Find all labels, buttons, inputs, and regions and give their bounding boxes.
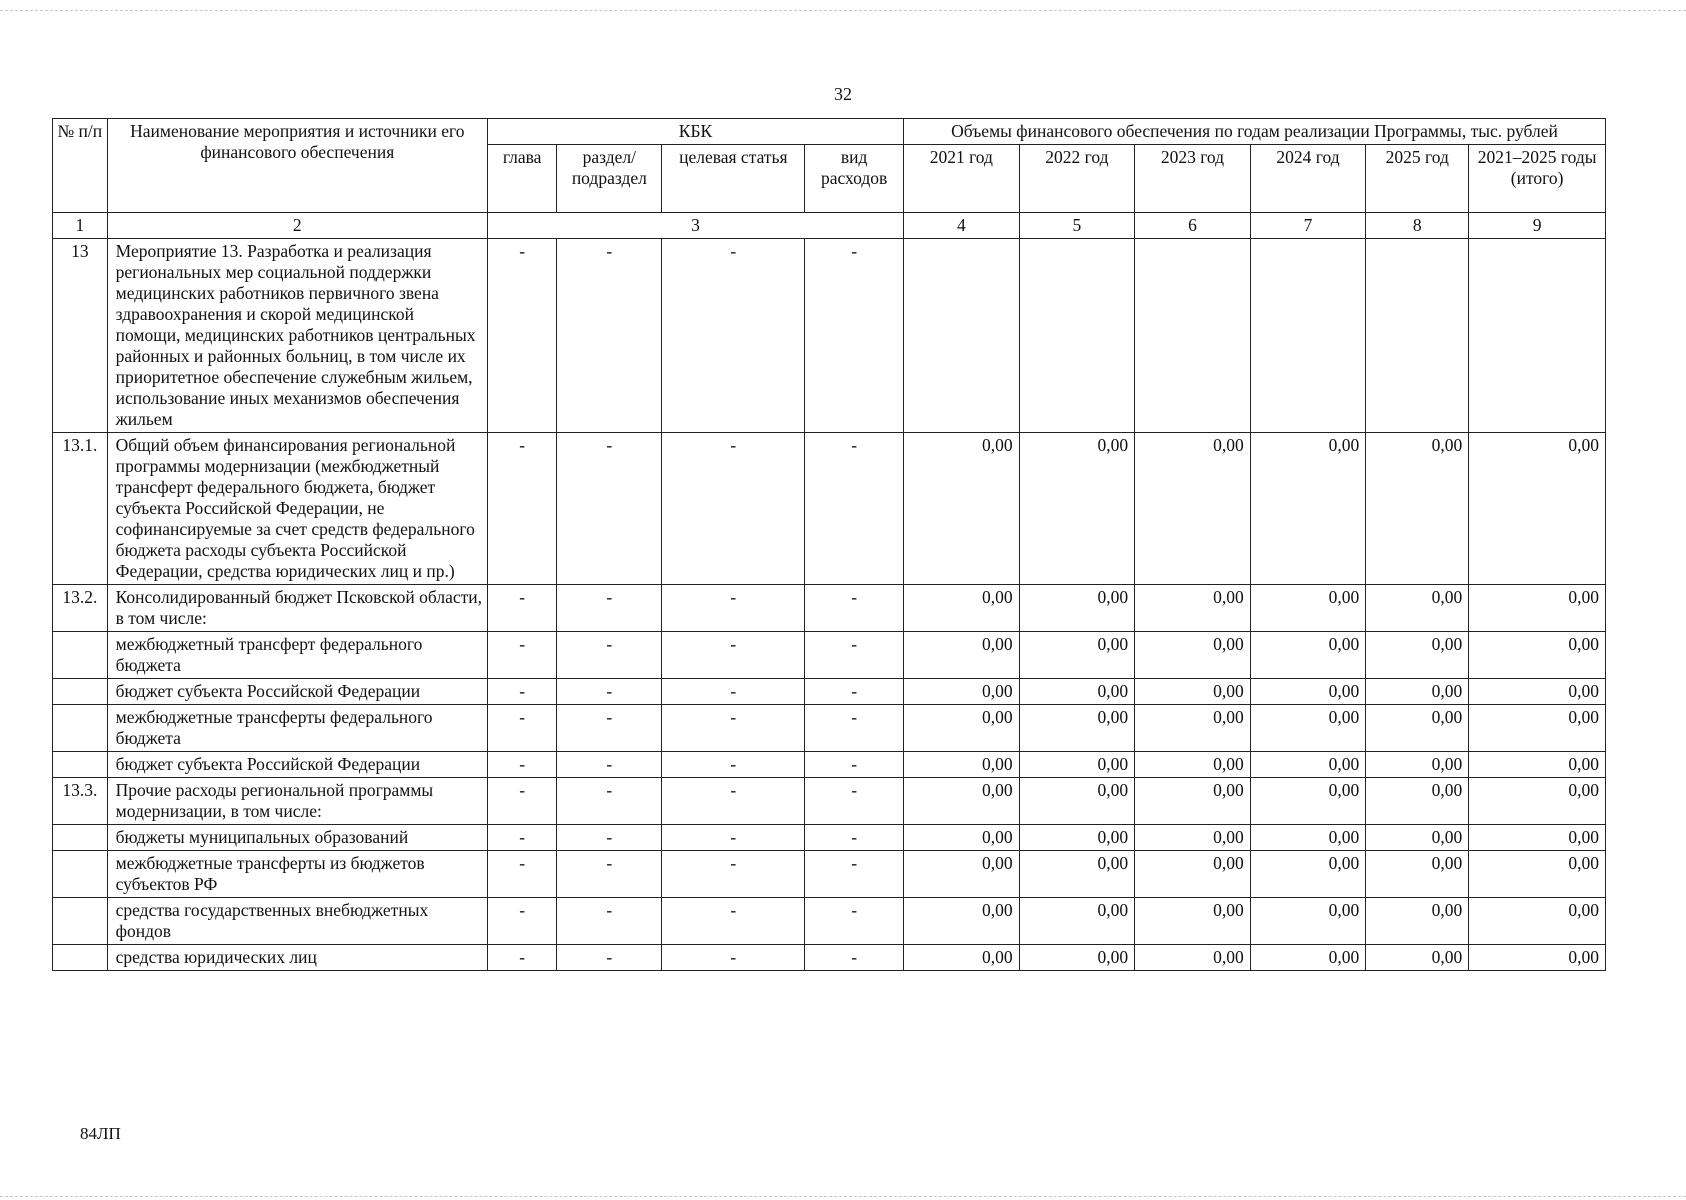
value-2022: 0,00 — [1019, 433, 1135, 585]
kbk-glava: - — [487, 705, 556, 752]
kbk-razdel: - — [557, 705, 662, 752]
value-2025: 0,00 — [1366, 898, 1469, 945]
value-2025: 0,00 — [1366, 705, 1469, 752]
value-2025: 0,00 — [1366, 851, 1469, 898]
header-row-1 — [53, 119, 1606, 145]
kbk-celevaya: - — [662, 945, 805, 971]
value-2024: 0,00 — [1250, 825, 1366, 851]
kbk-glava: - — [487, 945, 556, 971]
value-2021: 0,00 — [904, 679, 1020, 705]
value-2025 — [1366, 239, 1469, 433]
value-2023: 0,00 — [1135, 632, 1251, 679]
value-2023: 0,00 — [1135, 898, 1251, 945]
header-2021: 2021 год — [904, 145, 1020, 213]
col-number: 7 — [1250, 213, 1366, 239]
header-razdel: раздел/ подраздел — [557, 145, 662, 213]
kbk-glava: - — [487, 239, 556, 433]
header-name: Наименование мероприятия и источники его финансового обеспечения — [107, 119, 487, 213]
row-name: бюджет субъекта Российской Федерации — [107, 679, 487, 705]
value-2021: 0,00 — [904, 632, 1020, 679]
value-2023: 0,00 — [1135, 752, 1251, 778]
value-2025: 0,00 — [1366, 679, 1469, 705]
value-2021: 0,00 — [904, 898, 1020, 945]
kbk-celevaya: - — [662, 898, 805, 945]
value-total: 0,00 — [1469, 898, 1606, 945]
kbk-razdel: - — [557, 945, 662, 971]
value-total: 0,00 — [1469, 585, 1606, 632]
value-2022: 0,00 — [1019, 585, 1135, 632]
row-name: бюджет субъекта Российской Федерации — [107, 752, 487, 778]
col-number: 6 — [1135, 213, 1251, 239]
value-2024: 0,00 — [1250, 433, 1366, 585]
kbk-razdel: - — [557, 752, 662, 778]
row-number: 13.2. — [53, 585, 108, 632]
value-2021: 0,00 — [904, 825, 1020, 851]
header-vid: вид расходов — [805, 145, 904, 213]
value-2025: 0,00 — [1366, 433, 1469, 585]
value-total: 0,00 — [1469, 679, 1606, 705]
value-2024: 0,00 — [1250, 705, 1366, 752]
row-name: Общий объем финансирования региональной программы модернизации (межбюджетный трансферт федерального бюджета, бюджет субъекта Российской Федерации, не софинансируемые за счет средств федерального бюджета расходы субъекта Российской Федерации, средства юридических лиц и пр.) — [107, 433, 487, 585]
kbk-celevaya: - — [662, 778, 805, 825]
col-number: 4 — [904, 213, 1020, 239]
value-total: 0,00 — [1469, 851, 1606, 898]
row-number — [53, 705, 108, 752]
table-body — [53, 239, 1606, 971]
kbk-celevaya: - — [662, 239, 805, 433]
row-name: межбюджетный трансферт федерального бюджета — [107, 632, 487, 679]
table-row — [53, 945, 1606, 971]
value-2022: 0,00 — [1019, 679, 1135, 705]
kbk-razdel: - — [557, 632, 662, 679]
value-2022 — [1019, 239, 1135, 433]
document-code: 84ЛП — [80, 1124, 121, 1143]
kbk-glava: - — [487, 851, 556, 898]
col-number: 2 — [107, 213, 487, 239]
value-2024: 0,00 — [1250, 679, 1366, 705]
value-2021: 0,00 — [904, 752, 1020, 778]
value-2024: 0,00 — [1250, 632, 1366, 679]
value-2024: 0,00 — [1250, 778, 1366, 825]
value-2021: 0,00 — [904, 945, 1020, 971]
value-2023: 0,00 — [1135, 825, 1251, 851]
value-total: 0,00 — [1469, 945, 1606, 971]
header-glava: глава — [487, 145, 556, 213]
kbk-vid: - — [805, 433, 904, 585]
column-number-row — [53, 213, 1606, 239]
value-2022: 0,00 — [1019, 945, 1135, 971]
value-2025: 0,00 — [1366, 585, 1469, 632]
value-2024: 0,00 — [1250, 585, 1366, 632]
row-number — [53, 752, 108, 778]
kbk-razdel: - — [557, 679, 662, 705]
value-total — [1469, 239, 1606, 433]
table-row — [53, 851, 1606, 898]
kbk-glava: - — [487, 632, 556, 679]
header-2023: 2023 год — [1135, 145, 1251, 213]
value-2022: 0,00 — [1019, 778, 1135, 825]
row-number — [53, 898, 108, 945]
value-2024: 0,00 — [1250, 752, 1366, 778]
header-2025: 2025 год — [1366, 145, 1469, 213]
col-number: 1 — [53, 213, 108, 239]
value-2022: 0,00 — [1019, 705, 1135, 752]
row-number: 13.3. — [53, 778, 108, 825]
value-2023: 0,00 — [1135, 705, 1251, 752]
row-number: 13.1. — [53, 433, 108, 585]
kbk-razdel: - — [557, 585, 662, 632]
row-number — [53, 825, 108, 851]
kbk-glava: - — [487, 433, 556, 585]
value-2021: 0,00 — [904, 851, 1020, 898]
header-kbk: КБК — [487, 119, 903, 145]
value-2023: 0,00 — [1135, 945, 1251, 971]
kbk-glava: - — [487, 778, 556, 825]
row-number — [53, 945, 108, 971]
kbk-celevaya: - — [662, 851, 805, 898]
kbk-vid: - — [805, 705, 904, 752]
table-row — [53, 239, 1606, 433]
row-name: Мероприятие 13. Разработка и реализация региональных мер социальной поддержки медицинских работников первичного звена здравоохранения и скорой медицинской помощи, медицинских работников центральных районных и районных больниц, в том числе их приоритетное обеспечение служебным жильем, использование иных механизмов обеспечения жильем — [107, 239, 487, 433]
kbk-celevaya: - — [662, 632, 805, 679]
header-funding: Объемы финансового обеспечения по годам реализации Программы, тыс. рублей — [904, 119, 1606, 145]
header-total: 2021–2025 годы (итого) — [1469, 145, 1606, 213]
kbk-vid: - — [805, 585, 904, 632]
scan-edge-bottom — [0, 1196, 1686, 1197]
row-name: средства юридических лиц — [107, 945, 487, 971]
kbk-celevaya: - — [662, 585, 805, 632]
value-2025: 0,00 — [1366, 778, 1469, 825]
header-num: № п/п — [53, 119, 108, 213]
kbk-vid: - — [805, 898, 904, 945]
table-row — [53, 433, 1606, 585]
row-name: средства государственных внебюджетных фондов — [107, 898, 487, 945]
kbk-glava: - — [487, 585, 556, 632]
value-total: 0,00 — [1469, 705, 1606, 752]
col-number: 3 — [487, 213, 903, 239]
budget-table — [52, 118, 1606, 971]
value-2024: 0,00 — [1250, 851, 1366, 898]
row-number — [53, 679, 108, 705]
table-row — [53, 585, 1606, 632]
kbk-celevaya: - — [662, 825, 805, 851]
header-celevaya: целевая статья — [662, 145, 805, 213]
value-2023: 0,00 — [1135, 679, 1251, 705]
col-number: 9 — [1469, 213, 1606, 239]
value-2023: 0,00 — [1135, 585, 1251, 632]
table-row — [53, 825, 1606, 851]
row-name: межбюджетные трансферты федерального бюджета — [107, 705, 487, 752]
value-2025: 0,00 — [1366, 632, 1469, 679]
value-total: 0,00 — [1469, 825, 1606, 851]
value-2024: 0,00 — [1250, 898, 1366, 945]
kbk-vid: - — [805, 239, 904, 433]
value-total: 0,00 — [1469, 433, 1606, 585]
value-2022: 0,00 — [1019, 632, 1135, 679]
value-2023: 0,00 — [1135, 778, 1251, 825]
kbk-vid: - — [805, 945, 904, 971]
value-2022: 0,00 — [1019, 898, 1135, 945]
value-2025: 0,00 — [1366, 825, 1469, 851]
kbk-razdel: - — [557, 239, 662, 433]
value-2025: 0,00 — [1366, 752, 1469, 778]
value-2024 — [1250, 239, 1366, 433]
value-2023: 0,00 — [1135, 851, 1251, 898]
value-2022: 0,00 — [1019, 825, 1135, 851]
kbk-glava: - — [487, 825, 556, 851]
kbk-vid: - — [805, 752, 904, 778]
kbk-razdel: - — [557, 778, 662, 825]
row-name: межбюджетные трансферты из бюджетов субъектов РФ — [107, 851, 487, 898]
row-number — [53, 851, 108, 898]
kbk-razdel: - — [557, 851, 662, 898]
table-row — [53, 752, 1606, 778]
table-row — [53, 778, 1606, 825]
header-2022: 2022 год — [1019, 145, 1135, 213]
scan-edge-top — [0, 10, 1686, 11]
header-2024: 2024 год — [1250, 145, 1366, 213]
kbk-vid: - — [805, 778, 904, 825]
row-name: бюджеты муниципальных образований — [107, 825, 487, 851]
value-total: 0,00 — [1469, 632, 1606, 679]
value-2021: 0,00 — [904, 705, 1020, 752]
value-2022: 0,00 — [1019, 752, 1135, 778]
kbk-celevaya: - — [662, 705, 805, 752]
kbk-glava: - — [487, 752, 556, 778]
value-total: 0,00 — [1469, 752, 1606, 778]
kbk-vid: - — [805, 851, 904, 898]
page-number: 32 — [834, 84, 852, 104]
value-2023: 0,00 — [1135, 433, 1251, 585]
value-2021 — [904, 239, 1020, 433]
kbk-celevaya: - — [662, 433, 805, 585]
col-number: 8 — [1366, 213, 1469, 239]
row-name: Прочие расходы региональной программы модернизации, в том числе: — [107, 778, 487, 825]
kbk-glava: - — [487, 679, 556, 705]
table-row — [53, 898, 1606, 945]
kbk-razdel: - — [557, 898, 662, 945]
kbk-vid: - — [805, 632, 904, 679]
value-total: 0,00 — [1469, 778, 1606, 825]
kbk-glava: - — [487, 898, 556, 945]
value-2021: 0,00 — [904, 585, 1020, 632]
kbk-razdel: - — [557, 433, 662, 585]
table-row — [53, 705, 1606, 752]
row-number — [53, 632, 108, 679]
col-number: 5 — [1019, 213, 1135, 239]
value-2021: 0,00 — [904, 778, 1020, 825]
row-number: 13 — [53, 239, 108, 433]
value-2024: 0,00 — [1250, 945, 1366, 971]
kbk-vid: - — [805, 825, 904, 851]
kbk-celevaya: - — [662, 679, 805, 705]
table-row — [53, 679, 1606, 705]
value-2025: 0,00 — [1366, 945, 1469, 971]
table-row — [53, 632, 1606, 679]
kbk-razdel: - — [557, 825, 662, 851]
value-2021: 0,00 — [904, 433, 1020, 585]
row-name: Консолидированный бюджет Псковской области, в том числе: — [107, 585, 487, 632]
value-2022: 0,00 — [1019, 851, 1135, 898]
value-2023 — [1135, 239, 1251, 433]
kbk-vid: - — [805, 679, 904, 705]
kbk-celevaya: - — [662, 752, 805, 778]
